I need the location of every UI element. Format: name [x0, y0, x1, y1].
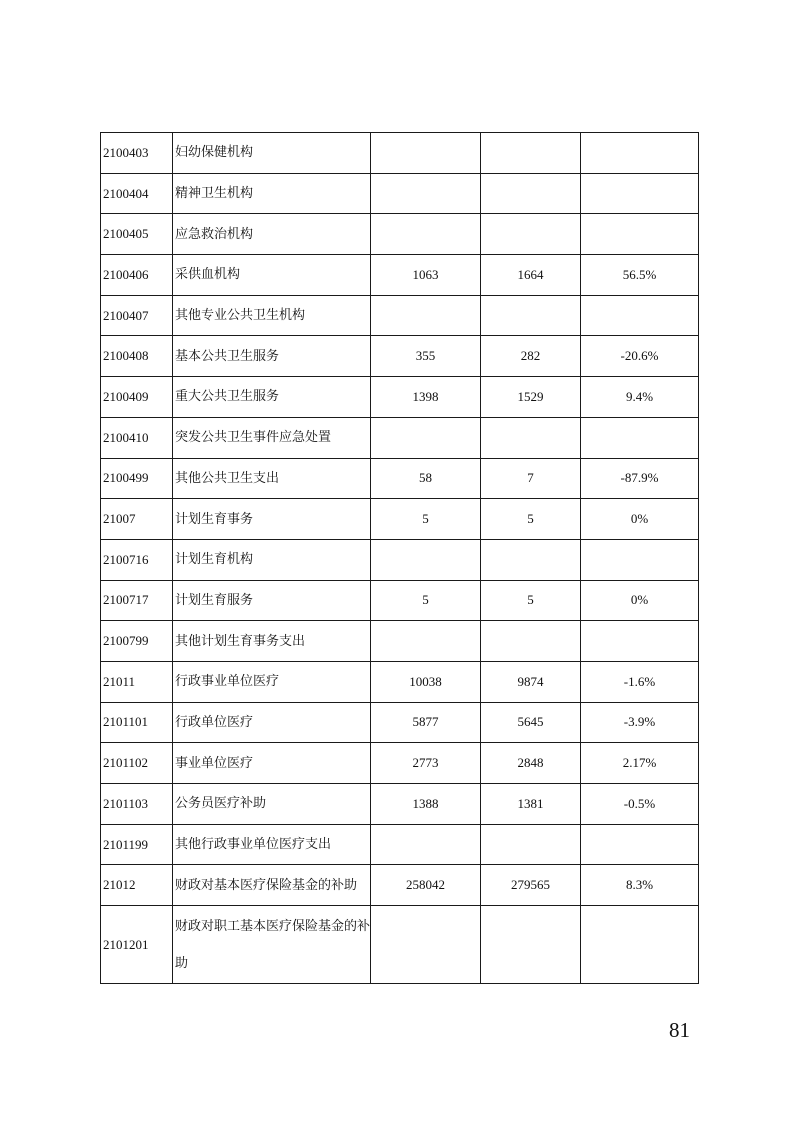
- row-name: 应急救治机构: [173, 214, 371, 255]
- row-change-pct: [581, 295, 699, 336]
- row-value-1: 5: [371, 499, 481, 540]
- table-row: [101, 255, 699, 296]
- row-code: 2100409: [101, 377, 173, 418]
- row-value-2: [481, 295, 581, 336]
- row-change-pct: [581, 173, 699, 214]
- row-value-2: 1381: [481, 784, 581, 825]
- row-value-2: 279565: [481, 865, 581, 906]
- row-value-2: [481, 824, 581, 865]
- table-row: [101, 214, 699, 255]
- row-name: 妇幼保健机构: [173, 133, 371, 174]
- row-name: 计划生育机构: [173, 539, 371, 580]
- row-name: 计划生育事务: [173, 499, 371, 540]
- row-value-1: [371, 133, 481, 174]
- row-value-1: 1388: [371, 784, 481, 825]
- row-value-2: 5645: [481, 702, 581, 743]
- row-value-1: [371, 621, 481, 662]
- row-name: 计划生育服务: [173, 580, 371, 621]
- table-row: [101, 458, 699, 499]
- row-name: 精神卫生机构: [173, 173, 371, 214]
- row-value-1: 58: [371, 458, 481, 499]
- row-change-pct: -87.9%: [581, 458, 699, 499]
- row-value-2: 282: [481, 336, 581, 377]
- table-row: [101, 743, 699, 784]
- row-value-1: [371, 214, 481, 255]
- row-value-1: [371, 295, 481, 336]
- row-value-2: 7: [481, 458, 581, 499]
- row-value-1: 355: [371, 336, 481, 377]
- budget-table: [100, 132, 699, 984]
- row-value-2: [481, 539, 581, 580]
- row-change-pct: [581, 539, 699, 580]
- row-code: 2100499: [101, 458, 173, 499]
- row-change-pct: 56.5%: [581, 255, 699, 296]
- row-code: 2100404: [101, 173, 173, 214]
- row-code: 2100405: [101, 214, 173, 255]
- row-change-pct: [581, 417, 699, 458]
- row-value-1: 10038: [371, 661, 481, 702]
- row-name: 基本公共卫生服务: [173, 336, 371, 377]
- row-name: 其他计划生育事务支出: [173, 621, 371, 662]
- row-code: 2100717: [101, 580, 173, 621]
- row-value-2: 2848: [481, 743, 581, 784]
- row-change-pct: 0%: [581, 580, 699, 621]
- table-row: [101, 173, 699, 214]
- row-value-2: 5: [481, 580, 581, 621]
- page-number: 81: [669, 1018, 690, 1042]
- row-code: 2100406: [101, 255, 173, 296]
- row-value-1: [371, 173, 481, 214]
- row-value-2: 1529: [481, 377, 581, 418]
- row-value-1: [371, 417, 481, 458]
- row-name: 重大公共卫生服务: [173, 377, 371, 418]
- table-row: [101, 865, 699, 906]
- row-change-pct: 8.3%: [581, 865, 699, 906]
- row-change-pct: [581, 133, 699, 174]
- row-name: 行政事业单位医疗: [173, 661, 371, 702]
- row-value-2: 1664: [481, 255, 581, 296]
- table-row: [101, 377, 699, 418]
- row-change-pct: [581, 214, 699, 255]
- table-row: [101, 133, 699, 174]
- row-change-pct: 0%: [581, 499, 699, 540]
- row-code: 2100799: [101, 621, 173, 662]
- row-change-pct: -3.9%: [581, 702, 699, 743]
- row-value-2: [481, 621, 581, 662]
- row-value-1: 258042: [371, 865, 481, 906]
- row-value-1: 2773: [371, 743, 481, 784]
- row-code: 2100407: [101, 295, 173, 336]
- row-change-pct: 9.4%: [581, 377, 699, 418]
- row-name: 财政对基本医疗保险基金的补助: [173, 865, 371, 906]
- row-change-pct: [581, 906, 699, 984]
- row-value-1: [371, 539, 481, 580]
- row-value-2: [481, 417, 581, 458]
- table-row: [101, 906, 699, 984]
- row-code: 21012: [101, 865, 173, 906]
- row-value-2: 5: [481, 499, 581, 540]
- row-value-1: 1063: [371, 255, 481, 296]
- row-name: 事业单位医疗: [173, 743, 371, 784]
- row-change-pct: [581, 824, 699, 865]
- row-code: 2100410: [101, 417, 173, 458]
- table-row: [101, 824, 699, 865]
- row-name: 财政对职工基本医疗保险基金的补助: [173, 906, 371, 984]
- row-name: 行政单位医疗: [173, 702, 371, 743]
- table-row: [101, 295, 699, 336]
- row-value-1: [371, 824, 481, 865]
- row-change-pct: -1.6%: [581, 661, 699, 702]
- table-row: [101, 539, 699, 580]
- table-row: [101, 336, 699, 377]
- row-change-pct: -0.5%: [581, 784, 699, 825]
- row-code: 2100716: [101, 539, 173, 580]
- row-code: 21011: [101, 661, 173, 702]
- row-value-1: 5877: [371, 702, 481, 743]
- row-code: 2101102: [101, 743, 173, 784]
- row-value-2: [481, 906, 581, 984]
- row-name: 其他公共卫生支出: [173, 458, 371, 499]
- row-change-pct: 2.17%: [581, 743, 699, 784]
- table-row: [101, 417, 699, 458]
- table-row: [101, 621, 699, 662]
- row-code: 21007: [101, 499, 173, 540]
- row-code: 2101103: [101, 784, 173, 825]
- row-name: 突发公共卫生事件应急处置: [173, 417, 371, 458]
- row-value-2: [481, 133, 581, 174]
- row-name: 其他专业公共卫生机构: [173, 295, 371, 336]
- table-row: [101, 661, 699, 702]
- row-value-1: 5: [371, 580, 481, 621]
- row-change-pct: -20.6%: [581, 336, 699, 377]
- row-code: 2100408: [101, 336, 173, 377]
- row-value-2: 9874: [481, 661, 581, 702]
- row-value-1: 1398: [371, 377, 481, 418]
- row-change-pct: [581, 621, 699, 662]
- table-row: [101, 499, 699, 540]
- row-code: 2101101: [101, 702, 173, 743]
- row-value-1: [371, 906, 481, 984]
- table-row: [101, 702, 699, 743]
- row-name: 公务员医疗补助: [173, 784, 371, 825]
- row-code: 2101201: [101, 906, 173, 984]
- row-name: 采供血机构: [173, 255, 371, 296]
- row-value-2: [481, 214, 581, 255]
- row-code: 2100403: [101, 133, 173, 174]
- row-value-2: [481, 173, 581, 214]
- table-row: [101, 784, 699, 825]
- table-row: [101, 580, 699, 621]
- row-name: 其他行政事业单位医疗支出: [173, 824, 371, 865]
- row-code: 2101199: [101, 824, 173, 865]
